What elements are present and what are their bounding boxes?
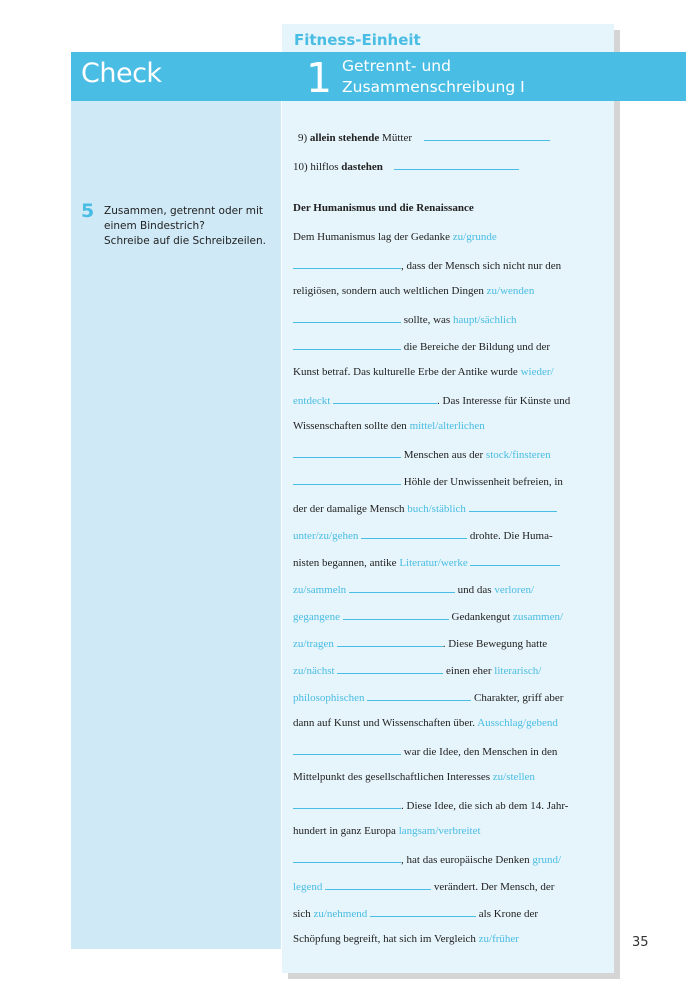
text-segment: . Diese Bewegung hatte bbox=[442, 638, 548, 650]
text-segment: und das bbox=[454, 584, 495, 596]
left-panel bbox=[71, 52, 281, 949]
word-cue: verloren/ bbox=[494, 584, 535, 596]
word-cue: zu/tragen bbox=[293, 638, 334, 650]
text-line bbox=[293, 635, 547, 651]
answer-line[interactable] bbox=[325, 878, 431, 890]
unit-title-line: Getrennt- und bbox=[342, 57, 451, 75]
word-cue: Ausschlag/gebend bbox=[477, 717, 558, 729]
text-line bbox=[293, 770, 535, 784]
text-segment: Mittelpunkt des gesellschaftlichen Interesses bbox=[293, 771, 493, 783]
text-segment: Menschen aus der bbox=[401, 449, 486, 461]
word-cue: gegangene bbox=[293, 611, 341, 623]
word-cue: zu/wenden bbox=[486, 285, 535, 297]
word-cue: zu/grunde bbox=[452, 231, 497, 243]
word-cue: haupt/sächlich bbox=[452, 314, 517, 326]
page-number: 35 bbox=[632, 935, 649, 950]
text-segment: sich bbox=[293, 908, 314, 920]
word-cue: legend bbox=[293, 881, 323, 893]
answer-line[interactable] bbox=[349, 581, 455, 593]
answer-line[interactable] bbox=[293, 797, 401, 809]
word-cue: unter/zu/gehen bbox=[293, 530, 359, 542]
word-cue: grund/ bbox=[532, 854, 562, 866]
text-line bbox=[293, 392, 570, 408]
text-line bbox=[293, 662, 541, 678]
word-cue: zu/früher bbox=[478, 933, 519, 945]
answer-line[interactable] bbox=[337, 662, 443, 674]
text-heading: Der Humanismus und die Renaissance bbox=[293, 202, 474, 214]
answer-line[interactable] bbox=[333, 392, 437, 404]
answer-line[interactable] bbox=[337, 635, 443, 647]
answer-line[interactable] bbox=[424, 129, 550, 141]
text-segment: , hat das europäische Denken bbox=[401, 854, 533, 866]
text-segment: Schöpfung begreift, hat sich im Vergleich bbox=[293, 933, 479, 945]
text-segment: Wissenschaften sollte den bbox=[293, 420, 410, 432]
answer-line[interactable] bbox=[361, 527, 467, 539]
unit-title bbox=[342, 56, 525, 98]
answer-line[interactable] bbox=[293, 446, 401, 458]
text-line bbox=[293, 284, 534, 298]
answer-line[interactable] bbox=[469, 500, 557, 512]
unit-label: Fitness-Einheit bbox=[294, 31, 421, 49]
item-text: Mütter bbox=[382, 132, 412, 144]
text-segment: , dass der Mensch sich nicht nur den bbox=[401, 260, 562, 272]
text-line bbox=[293, 257, 561, 273]
answer-line[interactable] bbox=[367, 689, 471, 701]
text-segment: einen eher bbox=[443, 665, 495, 677]
text-segment: Kunst betraf. Das kulturelle Erbe der Antike wurde bbox=[293, 366, 521, 378]
text-line bbox=[293, 230, 497, 244]
text-segment: Charakter, griff aber bbox=[471, 692, 564, 704]
text-segment: . Das Interesse für Künste und bbox=[437, 395, 571, 407]
word-cue: mittel/alterlichen bbox=[409, 420, 485, 432]
text-line bbox=[293, 365, 554, 379]
text-line bbox=[293, 419, 485, 433]
exercise-item-9 bbox=[298, 129, 550, 144]
word-cue: zu/sammeln bbox=[293, 584, 347, 596]
answer-line[interactable] bbox=[470, 554, 560, 566]
answer-line[interactable] bbox=[293, 473, 401, 485]
text-segment: Dem Humanismus lag der Gedanke bbox=[293, 231, 453, 243]
item-number: 10) bbox=[293, 161, 308, 173]
text-segment: . Diese Idee, die sich ab dem 14. Jahr- bbox=[401, 800, 569, 812]
section-title: Check bbox=[81, 58, 162, 89]
text-line bbox=[293, 338, 550, 354]
instruction-line: einem Bindestrich? bbox=[104, 220, 205, 232]
word-cue: Literatur/werke bbox=[399, 557, 468, 569]
text-line bbox=[293, 608, 563, 624]
text-segment: Gedankengut bbox=[448, 611, 513, 623]
word-cue: wieder/ bbox=[520, 366, 554, 378]
word-cue: langsam/verbreitet bbox=[398, 825, 481, 837]
answer-line[interactable] bbox=[394, 158, 519, 170]
word-cue: entdeckt bbox=[293, 395, 331, 407]
text-segment: religiösen, sondern auch weltlichen Dingen bbox=[293, 285, 487, 297]
answer-line[interactable] bbox=[293, 257, 401, 269]
unit-title-line: Zusammenschreibung I bbox=[342, 78, 525, 96]
text-segment: Höhle der Unwissenheit befreien, in bbox=[401, 476, 563, 488]
text-segment: sollte, was bbox=[401, 314, 453, 326]
item-bold: allein stehende bbox=[309, 132, 380, 144]
item-number: 9) bbox=[298, 132, 308, 144]
text-segment: war die Idee, den Menschen in den bbox=[401, 746, 558, 758]
text-line bbox=[293, 905, 538, 921]
text-segment: drohte. Die Huma- bbox=[467, 530, 553, 542]
text-line bbox=[293, 446, 551, 462]
item-text: hilflos bbox=[310, 161, 339, 173]
text-line bbox=[293, 797, 568, 813]
text-line bbox=[293, 554, 560, 570]
answer-line[interactable] bbox=[293, 338, 401, 350]
text-line bbox=[293, 716, 558, 730]
text-line bbox=[293, 311, 517, 327]
text-line bbox=[293, 851, 561, 867]
text-segment: hundert in ganz Europa bbox=[293, 825, 399, 837]
word-cue: stock/finsteren bbox=[485, 449, 551, 461]
text-segment: verändert. Der Mensch, der bbox=[431, 881, 555, 893]
word-cue: zu/nächst bbox=[293, 665, 335, 677]
text-line bbox=[293, 878, 554, 894]
word-cue: zusammen/ bbox=[512, 611, 564, 623]
text-line bbox=[293, 500, 557, 516]
word-cue: philosophischen bbox=[293, 692, 365, 704]
word-cue: zu/stellen bbox=[492, 771, 535, 783]
text-segment: dann auf Kunst und Wissenschaften über. bbox=[293, 717, 478, 729]
text-segment: als Krone der bbox=[476, 908, 539, 920]
text-line bbox=[293, 743, 557, 759]
text-line bbox=[293, 581, 534, 597]
item-bold: dastehen bbox=[341, 161, 383, 173]
instruction-line: Zusammen, getrennt oder mit bbox=[104, 205, 264, 217]
text-segment: die Bereiche der Bildung und der bbox=[401, 341, 551, 353]
answer-line[interactable] bbox=[293, 311, 401, 323]
word-cue: zu/nehmend bbox=[313, 908, 368, 920]
answer-line[interactable] bbox=[343, 608, 449, 620]
task-instruction bbox=[104, 204, 274, 249]
answer-line[interactable] bbox=[293, 851, 401, 863]
text-line bbox=[293, 824, 481, 838]
answer-line[interactable] bbox=[293, 743, 401, 755]
task-number: 5 bbox=[81, 200, 95, 222]
text-line bbox=[293, 527, 553, 543]
word-cue: literarisch/ bbox=[494, 665, 542, 677]
unit-number: 1 bbox=[306, 54, 333, 102]
instruction-line: Schreibe auf die Schreibzeilen. bbox=[104, 235, 267, 247]
text-segment: nisten begannen, antike bbox=[293, 557, 400, 569]
text-line bbox=[293, 932, 519, 946]
answer-line[interactable] bbox=[370, 905, 476, 917]
text-line bbox=[293, 689, 563, 705]
word-cue: buch/stäblich bbox=[407, 503, 466, 515]
text-line bbox=[293, 473, 563, 489]
exercise-item-10 bbox=[293, 158, 519, 173]
text-segment: der der damalige Mensch bbox=[293, 503, 408, 515]
